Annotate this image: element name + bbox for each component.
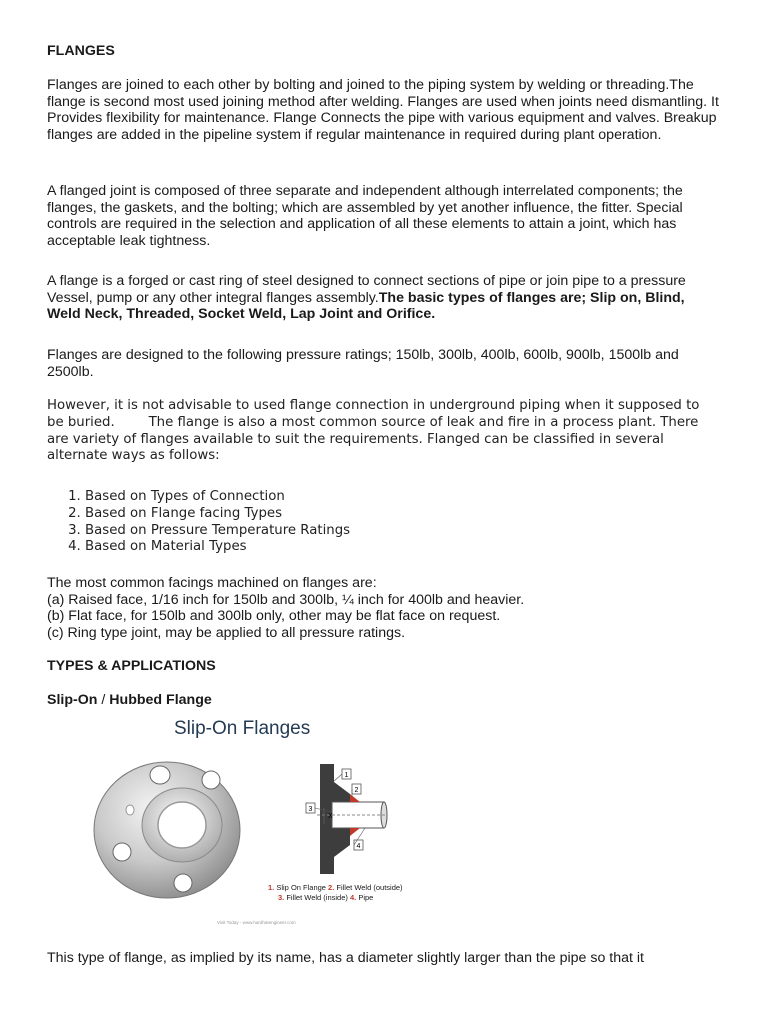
list-item: 3. Based on Pressure Temperature Ratings bbox=[85, 523, 685, 540]
classification-list bbox=[47, 489, 685, 556]
callout-3: 3 bbox=[308, 806, 313, 813]
facing-item: (b) Flat face, for 150lb and 300lb only, other may be flat face on request. bbox=[47, 608, 501, 625]
leak-fire-text: The flange is also a most common source of leak and fire in a process plant. There are variety of flanges available to suit the requirements. Flanged can be classified in several alternate ways as follows: bbox=[47, 414, 699, 464]
bolt-hole-shape bbox=[113, 843, 131, 861]
facing-item: (a) Raised face, 1/16 inch for 150lb and 300lb, ¼ inch for 400lb and heavier. bbox=[47, 591, 525, 608]
legend-number-1: 1. bbox=[268, 883, 275, 892]
outside-weld-shape bbox=[350, 794, 360, 802]
legend-text-4: Pipe bbox=[356, 893, 374, 902]
leader-line-shape bbox=[333, 774, 342, 782]
facings-block bbox=[47, 575, 719, 641]
bolt-hole-shape bbox=[150, 766, 170, 784]
bolt-hole-shape bbox=[126, 805, 134, 815]
facing-item: (c) Ring type joint, may be applied to all pressure ratings. bbox=[47, 624, 406, 641]
figure-legend-line-2 bbox=[278, 893, 373, 902]
legend-number-3: 3. bbox=[278, 893, 285, 902]
flange-definition-text: A flange is a forged or cast ring of steel designed to connect sections of pipe or join pipe to a pressure Vessel, pump or any other integral flanges assembly. bbox=[47, 273, 686, 306]
flange-photo bbox=[94, 762, 240, 898]
paragraph-flanges-intro: Flanges are joined to each other by bolting and joined to the piping system by welding or threading.The flange is second most used joining method after welding. Flanges are used when joints need dismantling. It Provides flexibility for maintenance. Flange Connects the pipe with various equipment and valves. Breakup flanges are added in the pipeline system if regular maintenance in required during plant operation. bbox=[47, 77, 719, 143]
heading-flanges: FLANGES bbox=[47, 43, 115, 59]
list-item: 4. Based on Material Types bbox=[85, 539, 685, 556]
facings-intro: The most common facings machined on flanges are: bbox=[47, 575, 377, 591]
callout-4: 4 bbox=[356, 843, 361, 850]
callout-2: 2 bbox=[354, 787, 359, 794]
underground-text: However, it is not advisable to used flange connection in underground piping when it supposed to be buried. bbox=[47, 398, 700, 430]
legend-number-2: 2. bbox=[328, 883, 335, 892]
flange-types-bold: The basic types of flanges are; Slip on, Blind, Weld Neck, Threaded, Socket Weld, Lap Joint and Orifice. bbox=[47, 289, 685, 323]
outside-weld-shape bbox=[350, 828, 360, 836]
paragraph-flanged-joint: A flanged joint is composed of three separate and independent although interrelated components; the flanges, the gaskets, and the bolting; which are assembled by yet another influence, the fitter. Special controls are required in the selection and application of all these elements to attain a joint, which has acceptable leak tightness. bbox=[47, 183, 683, 249]
legend-text-3: Fillet Weld (inside) bbox=[284, 893, 350, 902]
legend-text-2: Fillet Weld (outside) bbox=[334, 883, 403, 892]
figure-credit: Visit Today - www.hardhatengineer.com bbox=[217, 920, 296, 925]
bolt-hole-shape bbox=[202, 771, 220, 789]
paragraph-flange-definition bbox=[47, 273, 719, 323]
heading-separator: / bbox=[97, 692, 110, 708]
hubbed-flange-label: Hubbed Flange bbox=[109, 692, 212, 708]
paragraph-slip-on-description: This type of flange, as implied by its name, has a diameter slightly larger than the pipe so that it bbox=[47, 950, 644, 966]
flange-illustration bbox=[47, 712, 467, 932]
bolt-hole-shape bbox=[174, 874, 192, 892]
heading-slip-on-flange bbox=[47, 692, 212, 709]
dimension-x-label: X bbox=[328, 813, 333, 820]
flange-bore-shape bbox=[158, 802, 206, 848]
figure-legend-line-1 bbox=[268, 883, 403, 892]
slip-on-flange-figure bbox=[47, 712, 467, 932]
heading-types-applications: TYPES & APPLICATIONS bbox=[47, 658, 216, 674]
legend-number-4: 4. bbox=[349, 893, 357, 902]
figure-title: Slip-On Flanges bbox=[174, 718, 311, 739]
paragraph-underground-piping bbox=[47, 398, 719, 465]
list-item: 2. Based on Flange facing Types bbox=[85, 506, 685, 523]
paragraph-pressure-ratings: Flanges are designed to the following pressure ratings; 150lb, 300lb, 400lb, 600lb, 900lb, 1500lb and 2500lb. bbox=[47, 347, 679, 380]
legend-text-1: Slip On Flange bbox=[274, 883, 329, 892]
callout-1: 1 bbox=[344, 772, 349, 779]
list-item: 1. Based on Types of Connection bbox=[85, 489, 685, 506]
slip-on-label: Slip-On bbox=[47, 692, 98, 708]
flange-cross-section bbox=[306, 764, 387, 874]
